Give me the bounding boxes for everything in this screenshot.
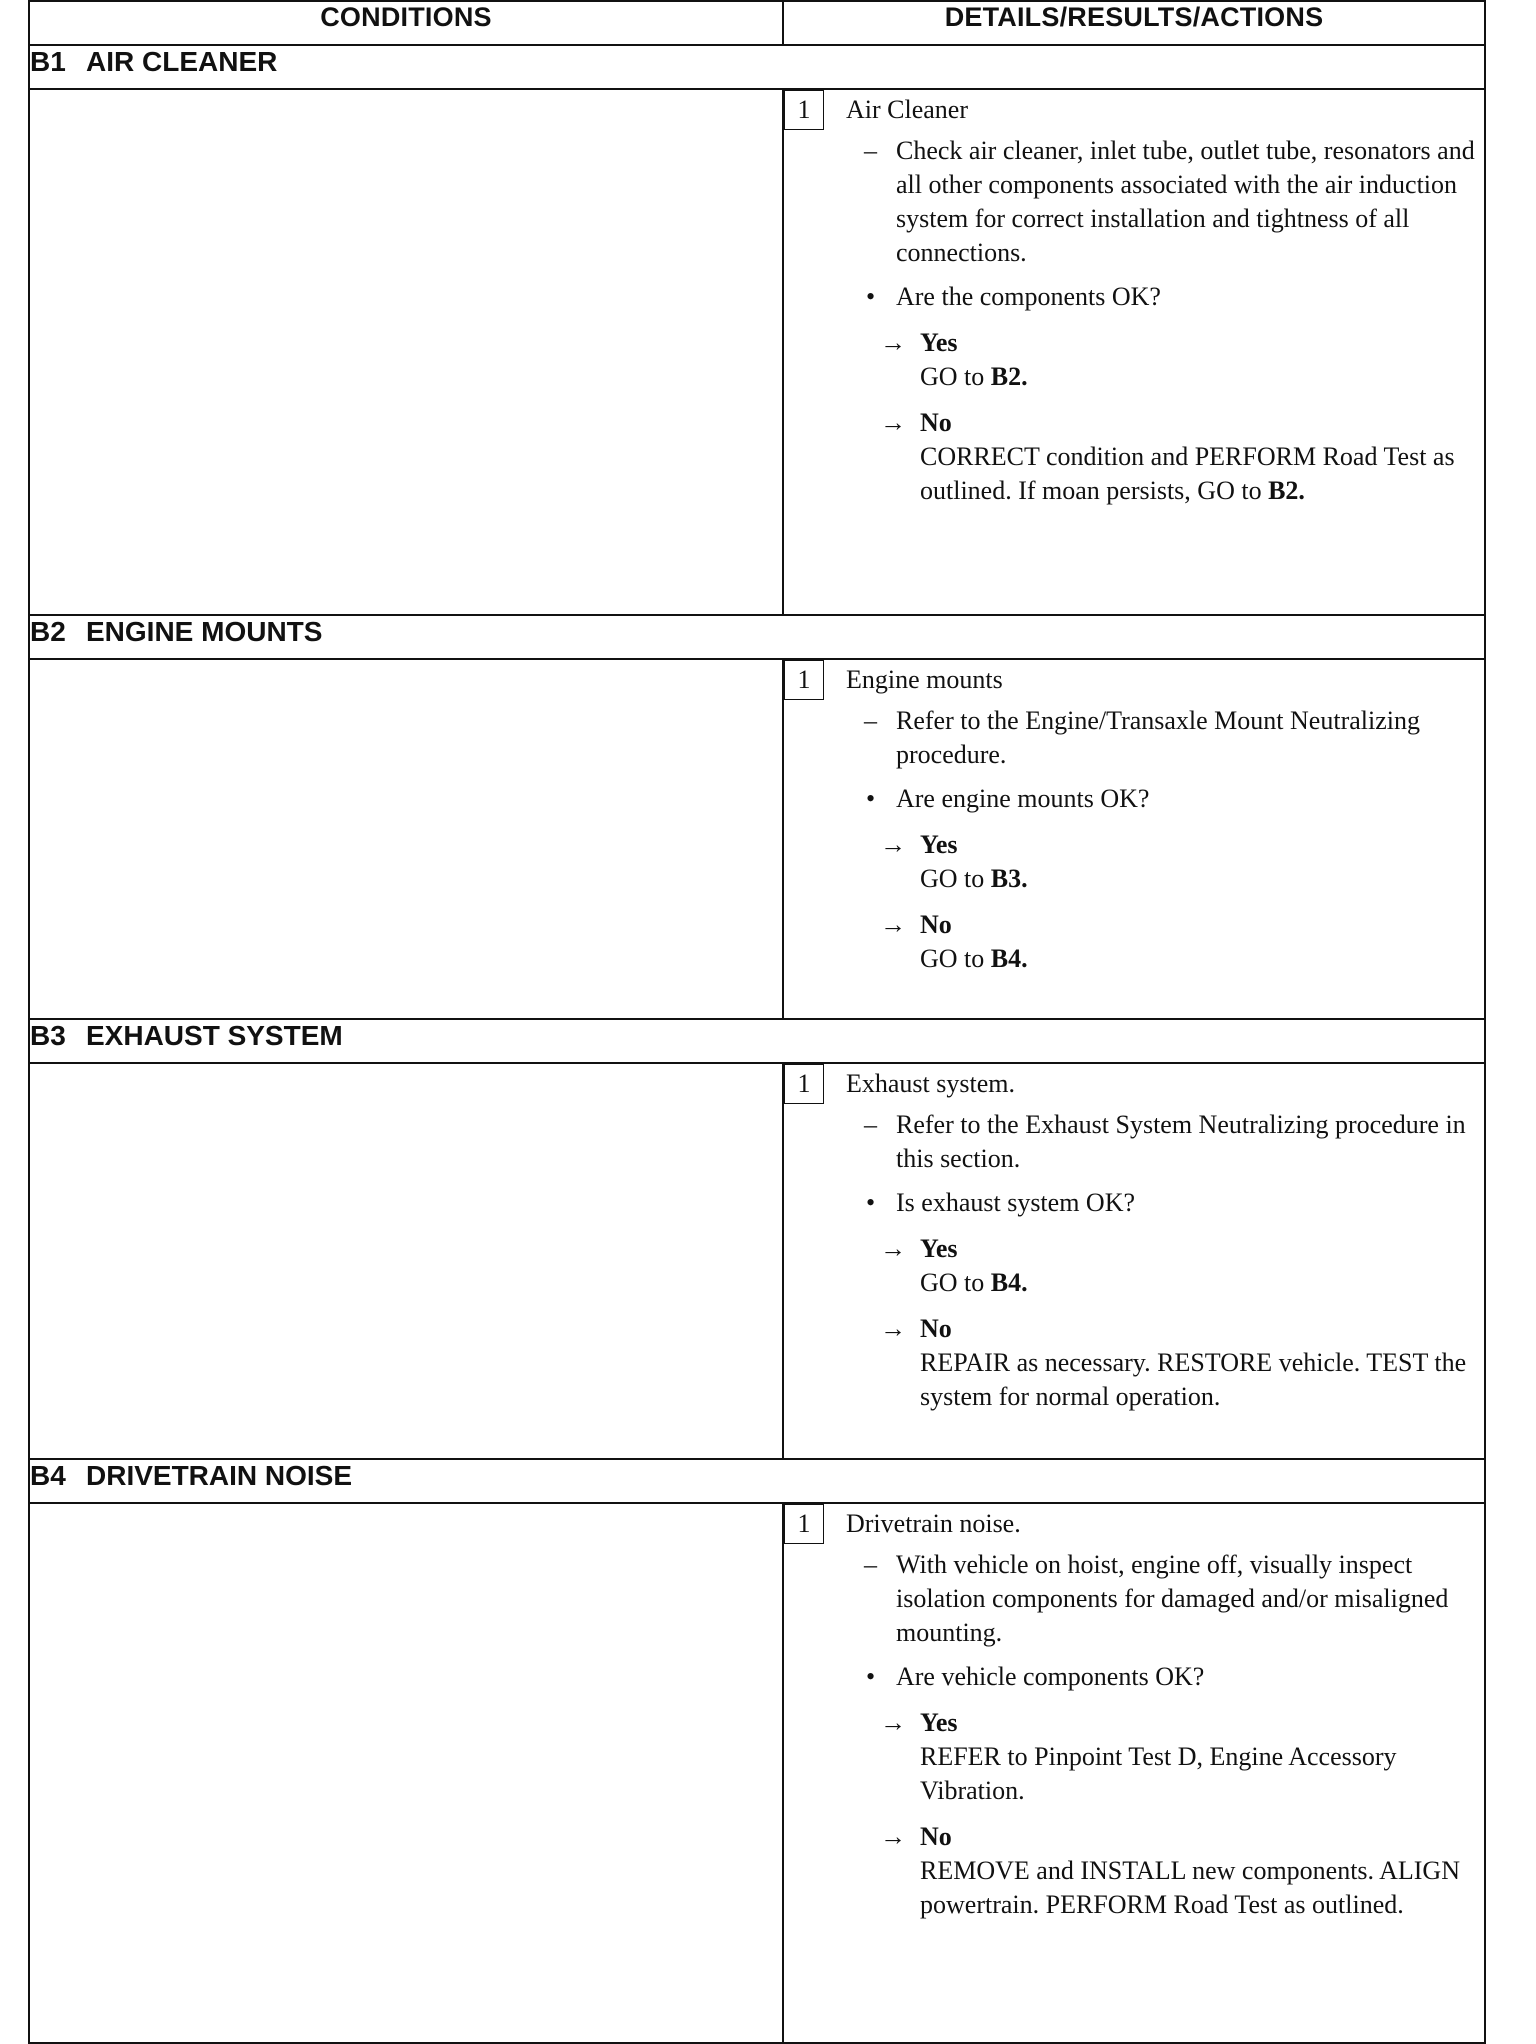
section-row-b3 <box>29 1019 1485 1063</box>
yes-text: GO to <box>920 1268 985 1297</box>
section-code: B3 <box>30 1020 66 1051</box>
details-cell <box>783 89 1485 615</box>
step-number-box: 1 <box>784 660 824 700</box>
section-title <box>29 1459 1485 1503</box>
arrow-icon: → <box>880 1234 906 1263</box>
section-title <box>29 615 1485 659</box>
no-branch <box>880 908 1484 976</box>
conditions-cell <box>29 1063 783 1459</box>
step-heading <box>784 90 1484 130</box>
no-ref: B4. <box>990 944 1028 973</box>
section-title <box>29 45 1485 89</box>
instruction-text: With vehicle on hoist, engine off, visually inspect isolation components for damaged and/or misaligned mounting. <box>896 1550 1449 1647</box>
yes-branch <box>880 1706 1484 1808</box>
instruction-item <box>864 704 1484 772</box>
section-code: B4 <box>30 1460 66 1491</box>
question-item <box>866 1660 1484 1694</box>
conditions-header: CONDITIONS <box>29 1 783 45</box>
no-branch <box>880 1820 1484 1922</box>
conditions-cell <box>29 659 783 1019</box>
yes-text: GO to <box>920 362 985 391</box>
section-name: ENGINE MOUNTS <box>86 616 323 647</box>
step-row-b2 <box>29 659 1485 1019</box>
step-number-box: 1 <box>784 1504 824 1544</box>
no-ref: B2. <box>1268 476 1305 505</box>
section-name: DRIVETRAIN NOISE <box>86 1460 353 1491</box>
dash-marker: – <box>864 1110 877 1139</box>
step-heading <box>784 1504 1484 1544</box>
instruction-item <box>864 134 1484 270</box>
instruction-text: Refer to the Exhaust System Neutralizing procedure in this section. <box>896 1110 1466 1173</box>
yes-text: REFER to Pinpoint Test D, Engine Accessory Vibration. <box>920 1742 1397 1805</box>
yes-ref: B2. <box>990 362 1028 391</box>
question-text: Is exhaust system OK? <box>896 1188 1136 1217</box>
step-row-b4 <box>29 1503 1485 2043</box>
details-header: DETAILS/RESULTS/ACTIONS <box>783 1 1485 45</box>
bullet-marker: • <box>866 1188 876 1217</box>
yes-branch <box>880 1232 1484 1300</box>
arrow-icon: → <box>880 1314 906 1343</box>
arrow-icon: → <box>880 910 906 939</box>
arrow-icon: → <box>880 1822 906 1851</box>
dash-marker: – <box>864 706 877 735</box>
dash-marker: – <box>864 136 877 165</box>
question-item <box>866 280 1484 314</box>
no-branch <box>880 1312 1484 1414</box>
step-title: Drivetrain noise. <box>846 1509 1021 1538</box>
yes-branch <box>880 828 1484 896</box>
details-cell <box>783 659 1485 1019</box>
step-heading <box>784 1064 1484 1104</box>
yes-text: GO to <box>920 864 985 893</box>
no-label: No <box>920 408 952 437</box>
no-text: CORRECT condition and PERFORM Road Test as outlined. If moan persists, GO to <box>920 442 1455 505</box>
step-title: Air Cleaner <box>846 95 969 124</box>
question-item <box>866 1186 1484 1220</box>
section-row-b4 <box>29 1459 1485 1503</box>
section-name: AIR CLEANER <box>86 46 278 77</box>
yes-label: Yes <box>920 1234 958 1263</box>
step-row-b1 <box>29 89 1485 615</box>
instruction-item <box>864 1108 1484 1176</box>
diagnostic-page <box>28 0 1484 2030</box>
step-heading <box>784 660 1484 700</box>
question-text: Are engine mounts OK? <box>896 784 1150 813</box>
no-label: No <box>920 1314 952 1343</box>
dash-marker: – <box>864 1550 877 1579</box>
no-label: No <box>920 910 952 939</box>
question-text: Are vehicle components OK? <box>896 1662 1205 1691</box>
step-title: Exhaust system. <box>846 1069 1015 1098</box>
step-number-box: 1 <box>784 90 824 130</box>
details-cell <box>783 1503 1485 2043</box>
section-name: EXHAUST SYSTEM <box>86 1020 343 1051</box>
section-title <box>29 1019 1485 1063</box>
yes-label: Yes <box>920 830 958 859</box>
bullet-marker: • <box>866 1662 876 1691</box>
arrow-icon: → <box>880 830 906 859</box>
no-label: No <box>920 1822 952 1851</box>
no-text: GO to <box>920 944 985 973</box>
conditions-cell <box>29 89 783 615</box>
no-branch <box>880 406 1484 508</box>
question-text: Are the components OK? <box>896 282 1161 311</box>
details-cell <box>783 1063 1485 1459</box>
step-number-box: 1 <box>784 1064 824 1104</box>
arrow-icon: → <box>880 408 906 437</box>
arrow-icon: → <box>880 328 906 357</box>
instruction-item <box>864 1548 1484 1650</box>
question-item <box>866 782 1484 816</box>
no-text: REMOVE and INSTALL new components. ALIGN powertrain. PERFORM Road Test as outlined. <box>920 1856 1460 1919</box>
yes-ref: B3. <box>990 864 1028 893</box>
arrow-icon: → <box>880 1708 906 1737</box>
instruction-text: Check air cleaner, inlet tube, outlet tube, resonators and all other components associated with the air induction system for correct installation and tightness of all connections. <box>896 136 1475 267</box>
section-row-b1 <box>29 45 1485 89</box>
table-header-row <box>29 1 1485 45</box>
bullet-marker: • <box>866 784 876 813</box>
section-code: B1 <box>30 46 66 77</box>
yes-ref: B4. <box>990 1268 1028 1297</box>
bullet-marker: • <box>866 282 876 311</box>
yes-label: Yes <box>920 1708 958 1737</box>
instruction-text: Refer to the Engine/Transaxle Mount Neutralizing procedure. <box>896 706 1420 769</box>
step-title: Engine mounts <box>846 665 1003 694</box>
section-code: B2 <box>30 616 66 647</box>
diagnostic-table <box>28 0 1486 2044</box>
conditions-cell <box>29 1503 783 2043</box>
yes-label: Yes <box>920 328 958 357</box>
step-row-b3 <box>29 1063 1485 1459</box>
yes-branch <box>880 326 1484 394</box>
no-text: REPAIR as necessary. RESTORE vehicle. TEST the system for normal operation. <box>920 1348 1467 1411</box>
section-row-b2 <box>29 615 1485 659</box>
